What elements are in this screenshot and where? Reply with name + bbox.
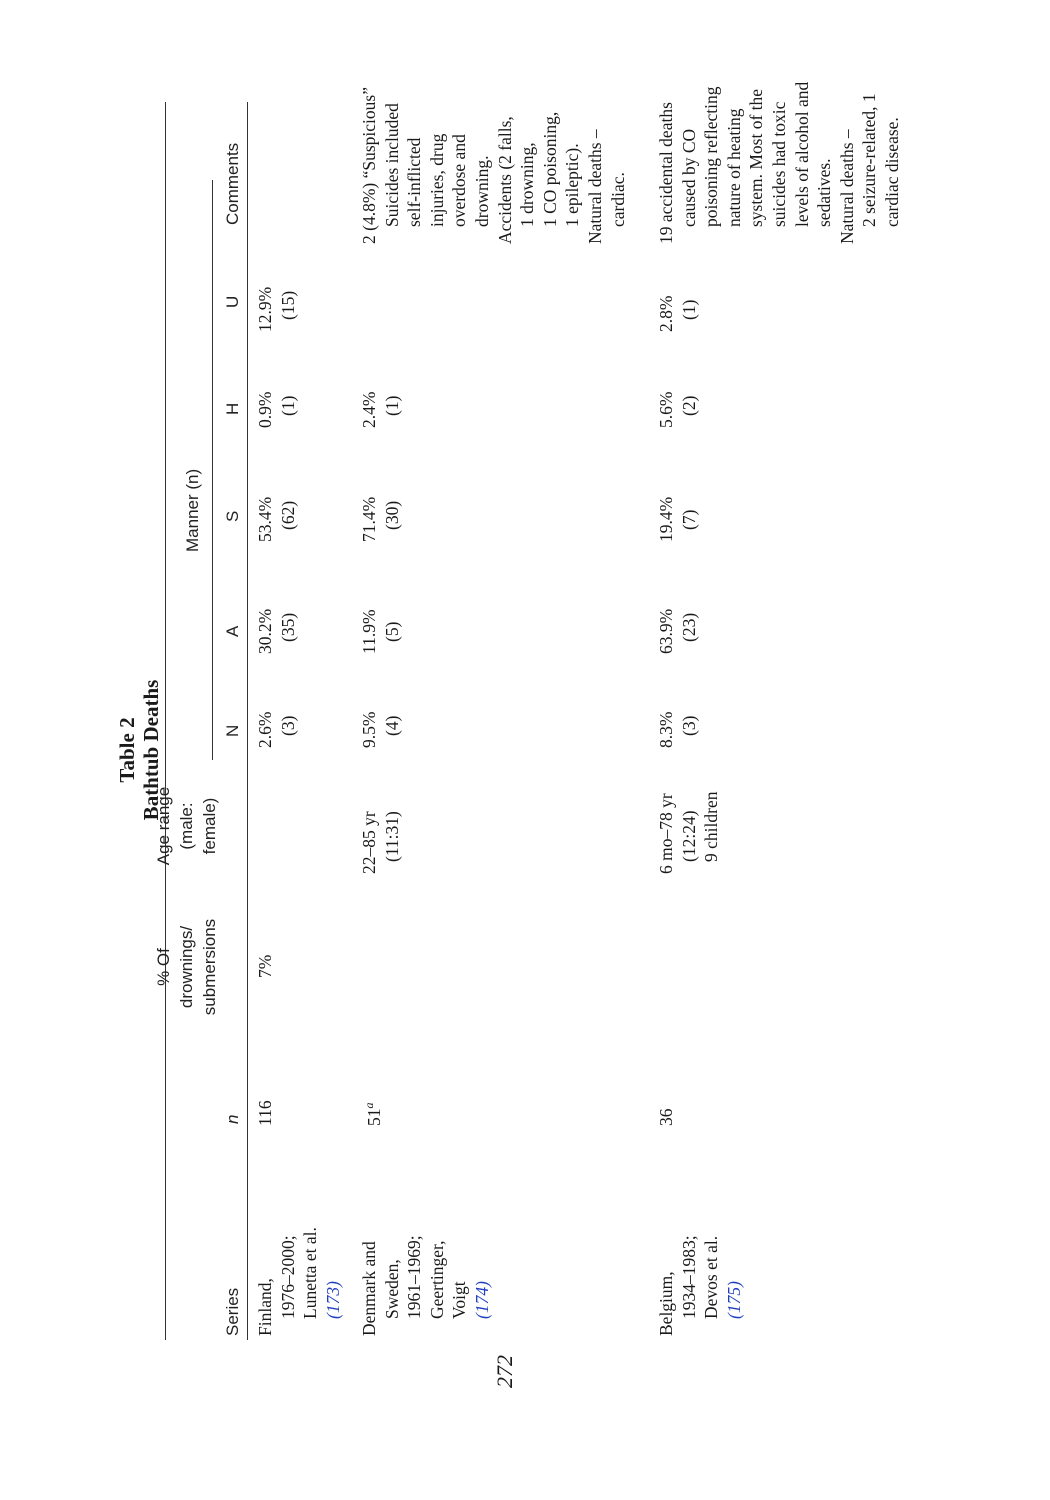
comment-line: 1 epileptic). [562,143,583,227]
header-manner-U: U [223,295,242,308]
comment-line: injuries, drug [426,133,447,227]
row-finland-pct: 7% [255,954,275,978]
row-finland-manner-N [254,712,299,748]
series-line: 1961–1969; [404,1235,425,1319]
row-denmark-series [358,1235,494,1336]
series-line: Belgium, [656,1271,676,1336]
row-belgium-manner-H [655,392,700,428]
manner-count: (3) [678,715,699,736]
row-denmark-manner-H [358,392,403,428]
comment-line: Suicides included [381,103,402,227]
header-bottom-rule [247,102,248,1340]
row-belgium-n: 36 [656,1108,676,1126]
series-line: Lunetta et al. [300,1227,321,1319]
comment-line: Accidents (2 falls, [494,116,515,244]
header-manner-S: S [223,510,242,522]
row-belgium-manner-A [655,609,700,654]
comment-line: system. Most of the [746,88,767,227]
row-denmark-age [358,811,403,874]
comment-line: 1 CO poisoning, [539,111,560,227]
header-manner-N: N [223,724,242,737]
row-finland-n: 116 [255,1100,275,1126]
reference-link[interactable]: (174) [471,1281,492,1319]
row-belgium-manner-N [655,712,700,748]
manner-pct: 2.4% [359,391,379,428]
comment-line: Natural deaths – [836,129,857,244]
manner-count: (1) [277,395,298,416]
manner-count: (5) [381,621,402,642]
age-line: 22–85 yr [359,811,379,874]
row-finland-manner-U [254,287,299,332]
header-series: Series [223,1287,242,1336]
comment-line: self-inflicted [404,137,425,227]
series-line: 1976–2000; [277,1235,298,1319]
row-finland-manner-S [254,497,299,542]
age-line: (11:31) [381,811,402,862]
header-pct-line2: drownings/ [177,925,196,1009]
comment-line: cardiac. [607,172,628,227]
comment-line: 1 drowning, [517,142,538,227]
manner-pct: 5.6% [656,391,676,428]
comment-line: cardiac disease. [881,117,902,227]
top-rule [165,102,166,1340]
age-line: 6 mo–78 yr [656,793,676,874]
page-number: 272 [492,1355,517,1388]
manner-pct: 9.5% [359,711,379,748]
manner-count: (35) [277,612,298,642]
comment-line: 19 accidental deaths [656,102,676,244]
series-line: Sweden, [381,1259,402,1319]
manner-pct: 8.3% [656,711,676,748]
manner-pct: 19.4% [656,496,676,542]
comment-line: Natural deaths – [584,129,605,244]
comment-line: overdose and [449,134,470,227]
header-age-line3: female) [200,797,219,855]
manner-pct: 63.9% [656,608,676,654]
header-manner-group [182,469,205,552]
row-denmark-comments [358,87,629,244]
manner-pct: 30.2% [255,608,275,654]
series-line: 1934–1983; [678,1235,699,1319]
row-denmark-manner-N [358,712,403,748]
manner-count: (1) [678,299,699,320]
row-belgium-comments [655,82,904,244]
comment-line: nature of heating [723,108,744,227]
comment-line: sedatives. [814,158,835,227]
header-pct-line1: % Of [154,948,173,986]
row-finland-manner-A [254,609,299,654]
comment-line: 2 seizure-related, 1 [859,93,880,227]
comment-line: drowning. [471,155,492,227]
age-line: (12:24) [678,810,699,862]
manner-pct: 53.4% [255,496,275,542]
header-manner-A: A [223,625,242,637]
reference-link[interactable]: (175) [723,1281,744,1319]
comment-line: 2 (4.8%) “Suspicious” [359,87,379,244]
header-pct-drownings [152,912,221,1022]
row-denmark-manner-S [358,497,403,542]
manner-count: (15) [277,290,298,320]
row-denmark-n [358,1103,385,1127]
row-belgium-manner-S [655,497,700,542]
row-belgium-series [655,1235,745,1336]
header-age-line1: Age range [154,786,173,866]
row-denmark-manner-A [358,609,403,654]
row-belgium-manner-U [655,296,700,332]
manner-count: (3) [277,715,298,736]
manner-count: (2) [678,395,699,416]
manner-count: (1) [381,395,402,416]
manner-pct: 12.9% [255,286,275,332]
manner-count: (4) [381,715,402,736]
table-title: Table 2 [115,717,139,783]
header-manner-H: H [223,402,242,415]
manner-count: (23) [678,612,699,642]
series-line: Finland, [255,1278,275,1336]
manner-pct: 2.6% [255,711,275,748]
table-subtitle: Bathtub Deaths [139,679,163,821]
n-value: 51 [363,1108,384,1126]
header-n [222,1115,245,1124]
reference-link[interactable]: (173) [322,1281,343,1319]
manner-pct: 0.9% [255,391,275,428]
manner-pct: 2.8% [656,295,676,332]
header-comments: Comments [223,142,242,225]
comment-line: levels of alcohol and [791,81,812,227]
age-line: 9 children [701,791,722,862]
series-line: Geertinger, [426,1240,447,1319]
comment-line: poisoning reflecting [701,86,722,227]
row-finland-manner-H [254,392,299,428]
header-pct-line3: submersions [200,918,219,1016]
series-line: Voigt [449,1281,470,1319]
footnote-marker: a [362,1102,376,1109]
manner-count: (7) [678,509,699,530]
header-manner-text: Manner (n) [183,468,202,552]
series-line: Devos et al. [701,1235,722,1319]
manner-pct: 11.9% [359,609,379,654]
series-line: Denmark and [359,1241,379,1336]
row-belgium-age [655,792,723,874]
row-finland-series [254,1227,344,1336]
manner-count: (62) [277,500,298,530]
header-n-text: n [223,1114,242,1124]
manner-pct: 71.4% [359,496,379,542]
header-age-line2: (male: [177,802,196,850]
header-age-range [152,776,221,876]
manner-group-rule [212,180,213,760]
manner-count: (30) [381,500,402,530]
comment-line: caused by CO [678,128,699,227]
comment-line: suicides had toxic [768,101,789,227]
